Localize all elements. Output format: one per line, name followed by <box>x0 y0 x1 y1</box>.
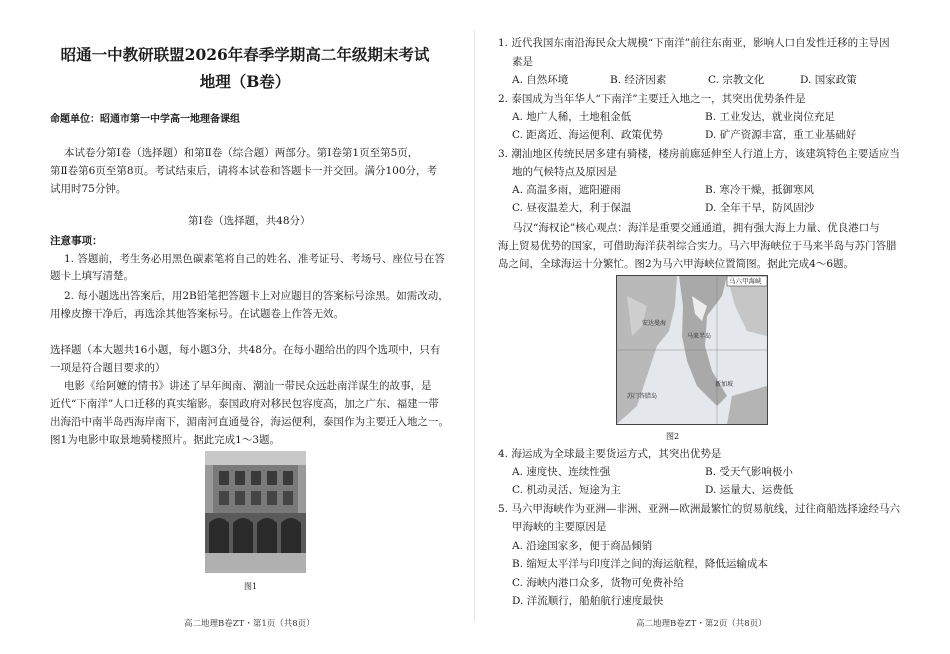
material-line-1: 马汉“海权论”核心观点：海洋是重要交通通道，拥有强大海上力量、优良港口与 <box>512 222 880 234</box>
figure-1-caption: 图1 <box>244 582 258 591</box>
q3-option-d[interactable]: D. 全年干旱，防风固沙 <box>705 202 815 214</box>
material-line-3: 岛之间，全球海运十分繁忙。图2为马六甲海峡位置简图。据此完成4～6题。 <box>498 258 855 270</box>
figure-2-map <box>616 275 768 425</box>
q1-option-a[interactable]: A. 自然环境 <box>512 74 569 86</box>
q3-stem-a: 3. 潮汕地区传统民居多建有骑楼，楼房前廊延伸至人行道上方，该建筑特色主要适应当 <box>498 148 900 160</box>
passage-line-2: 近代“下南洋”人口迁移的真实缩影。泰国政府对移民包容度高，加之广东、福建一带 <box>50 398 439 410</box>
q2-option-a[interactable]: A. 地广人稀，土地租金低 <box>512 111 632 123</box>
intro-line-3: 试用时75分钟。 <box>50 183 127 195</box>
notice-1b: 题卡上填写清楚。 <box>50 270 134 282</box>
q1-option-d[interactable]: D. 国家政策 <box>800 74 857 86</box>
figure-1-photo <box>205 451 306 573</box>
map-label-peninsula: 马来半岛 <box>687 333 712 340</box>
q1-stem-b: 素是 <box>512 56 533 68</box>
q4-stem: 4. 海运成为全球最主要货运方式，其突出优势是 <box>498 448 722 460</box>
page-footer-1: 高二地理B卷ZT・第1页（共8页） <box>184 619 315 629</box>
q2-option-d[interactable]: D. 矿产资源丰富，重工业基础好 <box>705 129 857 141</box>
figure-2-caption: 图2 <box>666 432 680 441</box>
q5-option-c[interactable]: C. 海峡内港口众多，货物可免费补给 <box>512 577 684 589</box>
q2-option-c[interactable]: C. 距离近、海运便利、政策优势 <box>512 129 663 141</box>
map-title: 马六甲海峡 <box>729 277 762 285</box>
q3-option-a[interactable]: A. 高温多雨，遮阳避雨 <box>512 184 621 196</box>
q4-option-d[interactable]: D. 运量大、运费低 <box>705 484 794 496</box>
passage-line-4: 图1为电影中取景地骑楼照片。据此完成1～3题。 <box>50 434 281 446</box>
intro-line-2: 第Ⅱ卷第6页至第8页。考试结束后，请将本试卷和答题卡一并交回。满分100分，考 <box>50 165 438 177</box>
q3-stem-b: 地的气候特点及原因是 <box>512 166 617 178</box>
choice-instructions-b: 一项是符合题目要求的） <box>50 362 166 374</box>
page-footer-2: 高二地理B卷ZT・第2页（共8页） <box>636 619 767 629</box>
passage-line-1: 电影《给阿嬷的情书》讲述了早年闽南、潮汕一带民众远赴南洋谋生的故事，是 <box>64 380 432 392</box>
q1-option-c[interactable]: C. 宗教文化 <box>708 74 765 86</box>
q4-option-b[interactable]: B. 受天气影响极小 <box>705 466 793 478</box>
notice-2b: 用橡皮擦干净后，再选涂其他答案标号。在试题卷上作答无效。 <box>50 308 344 320</box>
q1-stem-a: 1. 近代我国东南沿海民众大规模“下南洋”前往东南亚，影响人口自发性迁移的主导因 <box>498 37 890 49</box>
notice-title: 注意事项： <box>50 235 103 247</box>
passage-line-3: 出海沿中南半岛西海岸南下，湄南河直通曼谷，海运便利，泰国作为主要迁入地之一。 <box>50 416 449 428</box>
map-label-andaman: 安达曼海 <box>642 320 667 327</box>
q4-option-a[interactable]: A. 速度快、连续性强 <box>512 466 611 478</box>
page-2 <box>475 0 950 654</box>
arcade-building-image <box>205 451 306 573</box>
q2-option-b[interactable]: B. 工业发达，就业岗位充足 <box>705 111 835 123</box>
q5-stem-a: 5. 马六甲海峡作为亚洲—非洲、亚洲—欧洲最繁忙的贸易航线，过往商船选择途经马六 <box>498 503 900 515</box>
material-line-2: 海上贸易优势的国家，可借助海洋获취综合实力。马六甲海峡位于马来半岛与苏门答腊 <box>498 240 897 252</box>
q3-option-b[interactable]: B. 寒冷干燥，抵御寒风 <box>705 184 814 196</box>
choice-instructions-a: 选择题（本大题共16小题，每小题3分，共48分。在每小题给出的四个选项中，只有 <box>50 344 441 356</box>
notice-1a: 1. 答题前，考生务必用黑色碳素笔将自己的姓名、准考证号、考场号、座位号在答 <box>64 253 445 265</box>
author-line: 命题单位：昭通市第一中学高一地理备课组 <box>50 114 240 125</box>
q4-option-c[interactable]: C. 机动灵活、短途为主 <box>512 484 621 496</box>
strait-map-image <box>617 276 767 424</box>
notice-2a: 2. 每小题选出答案后，用2B铅笔把答题卡上对应题目的答案标号涂黑。如需改动， <box>64 290 449 302</box>
q5-option-d[interactable]: D. 洋流顺行，船舶航行速度最快 <box>512 595 664 607</box>
intro-line-1: 本试卷分第Ⅰ卷（选择题）和第Ⅱ卷（综合题）两部分。第Ⅰ卷第1页至第5页， <box>64 147 419 159</box>
map-label-sumatra: 苏门答腊岛 <box>627 393 658 400</box>
q5-option-b[interactable]: B. 缩短太平洋与印度洋之间的海运航程，降低运输成本 <box>512 558 768 570</box>
q2-stem: 2. 泰国成为当年华人“下南洋”主要迁入地之一，其突出优势条件是 <box>498 93 806 105</box>
exam-title: 昭通一中教研联盟2026年春季学期高二年级期末考试 <box>60 45 430 64</box>
q5-stem-b: 甲海峡的主要原因是 <box>512 521 607 533</box>
map-label-singapore: 新加坡 <box>715 381 734 388</box>
exam-subtitle: 地理（B卷） <box>199 72 291 91</box>
q3-option-c[interactable]: C. 昼夜温差大，利于保温 <box>512 202 632 214</box>
q5-option-a[interactable]: A. 沿途国家多，便于商品倾销 <box>512 540 653 552</box>
section-heading: 第Ⅰ卷（选择题，共48分） <box>188 215 311 227</box>
q1-option-b[interactable]: B. 经济因素 <box>610 74 667 86</box>
